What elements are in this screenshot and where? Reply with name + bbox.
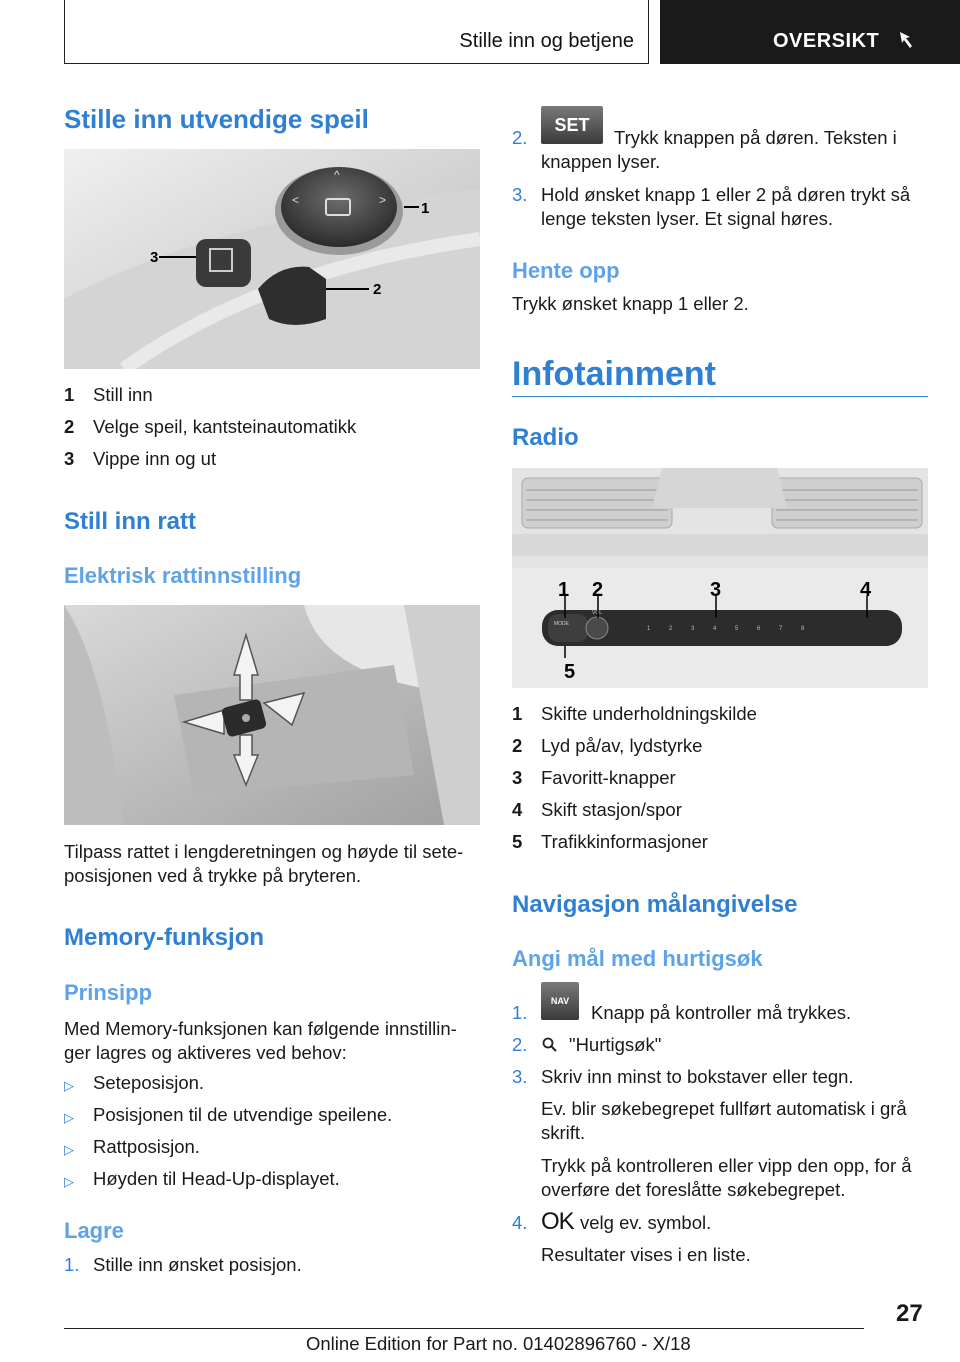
legend-num: 2	[512, 735, 523, 756]
header-chapter-box	[660, 0, 960, 64]
step-number: 3.	[512, 1066, 528, 1087]
svg-text:>: >	[379, 193, 387, 207]
store-step-3-line2: lenge teksten lyser. Et signal høres.	[541, 208, 834, 229]
steering-column-switch-image	[64, 605, 480, 825]
step-number: 2.	[512, 127, 528, 148]
legend-text: Skift stasjon/spor	[541, 799, 682, 820]
bullet-item: Posisjonen til de utvendige speilene.	[93, 1104, 393, 1125]
legend-text: Still inn	[93, 384, 153, 405]
radio-preset: 6	[757, 626, 761, 632]
bullet-triangle-icon: ▷	[64, 1174, 74, 1189]
legend-text: Trafikkinformasjoner	[541, 831, 708, 852]
nav-step-3-note-line2: skrift.	[541, 1122, 586, 1143]
legend-text: Lyd på/av, lydstyrke	[541, 735, 703, 756]
header-section-box	[64, 0, 649, 64]
overview-pointer-icon	[896, 28, 920, 52]
principle-text-line1: Med Memory-funksjonen kan følgende innstillin-	[64, 1018, 457, 1039]
radio-callout-1: 1	[558, 579, 570, 601]
nav-step-1: Knapp på kontroller må trykkes.	[591, 1002, 852, 1023]
header-chapter-title: OVERSIKT	[773, 30, 880, 52]
recall-heading: Hente opp	[512, 258, 620, 283]
navigation-heading: Navigasjon målangivelse	[512, 891, 798, 918]
wheel-text-line1: Tilpass rattet i lengderetningen og høyde til sete-	[64, 841, 464, 862]
quick-search-heading: Angi mål med hurtigsøk	[512, 946, 763, 971]
nav-step-3: Skriv inn minst to bokstaver eller tegn.	[541, 1066, 854, 1087]
store-step-2-line1: Trykk knappen på døren. Teksten i	[614, 127, 897, 148]
radio-preset: 5	[735, 626, 739, 632]
legend-num: 2	[64, 416, 75, 437]
nav-step-4-note: Resultater vises i en liste.	[541, 1244, 751, 1265]
header-section-title: Stille inn og betjene	[459, 30, 634, 52]
step-number: 1.	[512, 1002, 528, 1023]
bullet-item: Rattposisjon.	[93, 1136, 200, 1157]
bullet-item: Høyden til Head-Up-displayet.	[93, 1168, 340, 1189]
radio-preset: 2	[669, 626, 673, 632]
legend-text: Velge speil, kantsteinautomatikk	[93, 416, 357, 437]
principle-text-line2: ger lagres og aktiveres ved behov:	[64, 1042, 347, 1063]
store-step-1: Stille inn ønsket posisjon.	[93, 1254, 302, 1275]
magnifier-icon	[541, 1036, 559, 1054]
svg-text:^: ^	[334, 168, 340, 182]
nav-step-3-note-line1: Ev. blir søkebegrepet fullført automatisk i grå	[541, 1098, 907, 1119]
bullet-triangle-icon: ▷	[64, 1078, 74, 1093]
legend-num: 3	[64, 448, 75, 469]
nav-step-3-note-line4: overføre det foreslåtte søkebegrepet.	[541, 1179, 846, 1200]
recall-text: Trykk ønsket knapp 1 eller 2.	[512, 293, 749, 314]
mirror-callout-1: 1	[421, 200, 430, 217]
radio-mode-label: MODE	[554, 621, 569, 627]
footer-edition: Online Edition for Part no. 01402896760 - X/18	[306, 1333, 691, 1354]
radio-vol-label: VOL	[592, 610, 603, 616]
mirror-callout-3: 3	[150, 249, 159, 266]
bullet-item: Seteposisjon.	[93, 1072, 205, 1093]
radio-preset: 4	[713, 626, 717, 632]
radio-callout-3: 3	[710, 579, 722, 601]
radio-callout-5: 5	[564, 661, 576, 683]
radio-preset: 1	[647, 626, 651, 632]
infotainment-heading: Infotainment	[512, 355, 716, 393]
svg-text:<: <	[292, 193, 300, 207]
mirror-callout-2: 2	[373, 281, 382, 298]
wheel-subheading: Elektrisk rattinnstilling	[64, 563, 302, 588]
legend-num: 1	[512, 703, 523, 724]
legend-text: Favoritt-knapper	[541, 767, 676, 788]
mirrors-heading: Stille inn utvendige speil	[64, 104, 369, 134]
store-step-3-line1: Hold ønsket knapp 1 eller 2 på døren trykt så	[541, 184, 911, 205]
bullet-triangle-icon: ▷	[64, 1110, 74, 1125]
radio-preset: 3	[691, 626, 695, 632]
nav-step-3-note-line3: Trykk på kontrolleren eller vipp den opp, for å	[541, 1155, 912, 1176]
memory-heading: Memory-funksjon	[64, 924, 265, 951]
radio-callout-2: 2	[592, 579, 604, 601]
step-number: 2.	[512, 1034, 528, 1055]
mirror-switch-image	[64, 149, 480, 369]
legend-text: Skifte underholdningskilde	[541, 703, 757, 724]
step-number: 3.	[512, 184, 528, 205]
legend-num: 4	[512, 799, 523, 820]
nav-step-4: velg ev. symbol.	[580, 1212, 712, 1233]
page-number: 27	[896, 1300, 923, 1327]
radio-preset: 8	[801, 626, 805, 632]
store-step-2-line2: knappen lyser.	[541, 151, 661, 172]
radio-callout-4: 4	[860, 579, 872, 601]
legend-text: Vippe inn og ut	[93, 448, 217, 469]
bullet-triangle-icon: ▷	[64, 1142, 74, 1157]
wheel-heading: Still inn ratt	[64, 508, 196, 535]
principle-heading: Prinsipp	[64, 980, 153, 1005]
step-number: 4.	[512, 1212, 528, 1233]
nav-step-2: "Hurtigsøk"	[569, 1034, 662, 1055]
nav-button-icon: NAV	[541, 982, 579, 1020]
radio-heading: Radio	[512, 424, 579, 451]
step-number: 1.	[64, 1254, 80, 1275]
infotainment-rule	[512, 396, 928, 397]
ok-symbol-icon: OK	[541, 1208, 574, 1235]
footer-rule	[64, 1328, 864, 1329]
legend-num: 5	[512, 831, 523, 852]
radio-preset: 7	[779, 626, 783, 632]
radio-panel-image	[512, 468, 928, 688]
store-heading: Lagre	[64, 1218, 124, 1243]
wheel-text-line2: posisjonen ved å trykke på bryteren.	[64, 865, 362, 886]
set-button-icon: SET	[541, 106, 603, 144]
legend-num: 3	[512, 767, 523, 788]
legend-num: 1	[64, 384, 75, 405]
